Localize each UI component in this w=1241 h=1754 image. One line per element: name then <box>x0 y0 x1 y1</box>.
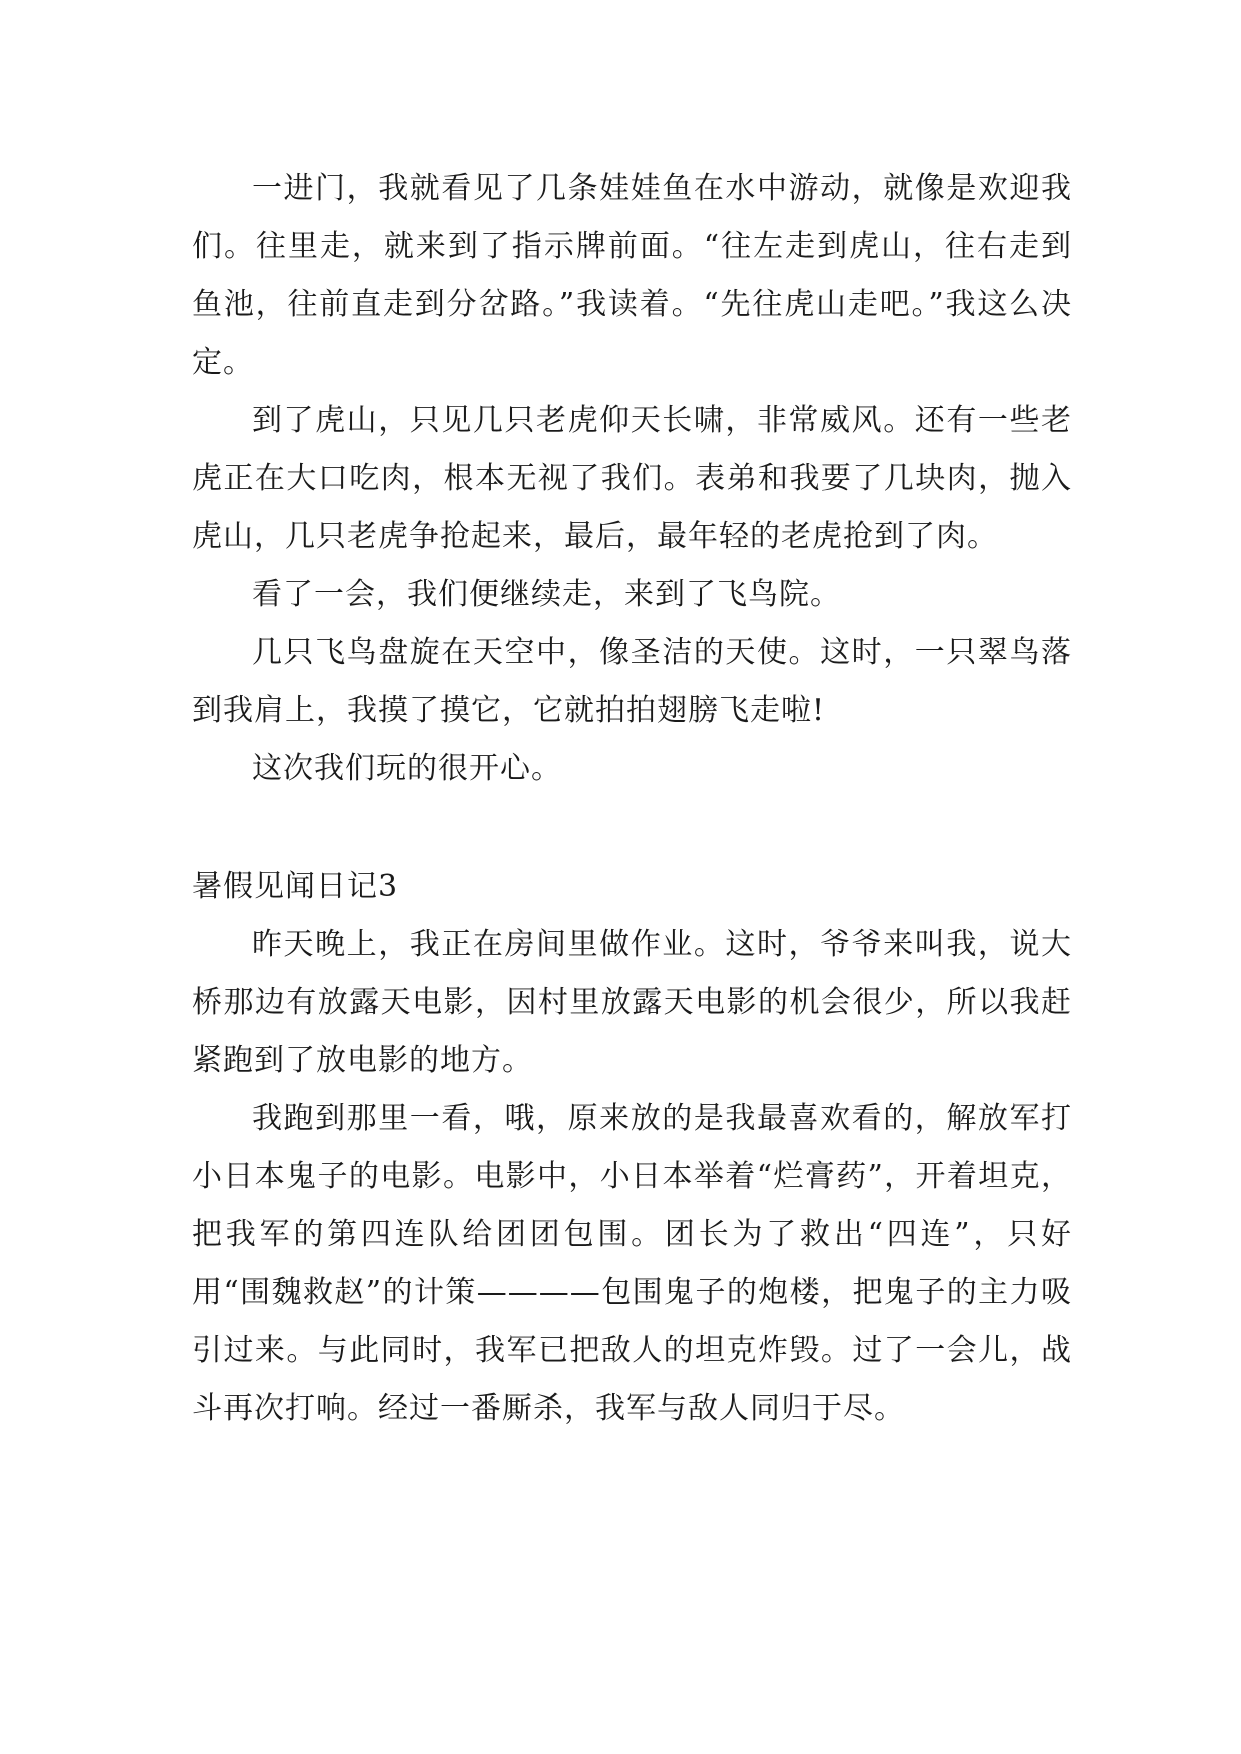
paragraph-tiger-hill: 到了虎山，只见几只老虎仰天长啸，非常威风。还有一些老虎正在大口吃肉，根本无视了我们。表弟和我要了几块肉，抛入虎山，几只老虎争抢起来，最后，最年轻的老虎抢到了肉。 <box>192 403 1072 554</box>
paragraph-entering-gate: 一进门，我就看见了几条娃娃鱼在水中游动，就像是欢迎我们。往里走，就来到了指示牌前面。“往左走到虎山，往右走到鱼池，往前直走到分岔路。”我读着。“先往虎山走吧。”我这么决定。 <box>192 171 1072 380</box>
diary-title: 暑假见闻日记3 <box>192 869 399 904</box>
paragraph-homework: 昨天晚上，我正在房间里做作业。这时，爷爷来叫我，说大桥那边有放露天电影，因村里放露天电影的机会很少，所以我赶紧跑到了放电影的地方。 <box>192 927 1072 1078</box>
paragraph-kingfisher: 几只飞鸟盘旋在天空中，像圣洁的天使。这时，一只翠鸟落到我肩上，我摸了摸它，它就拍拍翅膀飞走啦! <box>192 635 1072 728</box>
paragraph-conclusion: 这次我们玩的很开心。 <box>252 751 562 786</box>
paragraph-bird-court: 看了一会，我们便继续走，来到了飞鸟院。 <box>252 577 841 612</box>
document-body <box>192 160 1072 1438</box>
paragraph-movie: 我跑到那里一看，哦，原来放的是我最喜欢看的，解放军打小日本鬼子的电影。电影中，小日本举着“烂膏药”，开着坦克，把我军的第四连队给团团包围。团长为了救出“四连”，只好用“围魏救赵”的计策————包围鬼子的炮楼，把鬼子的主力吸引过来。与此同时，我军已把敌人的坦克炸毁。过了一会儿，战斗再次打响。经过一番厮杀，我军与敌人同归于尽。 <box>192 1101 1072 1426</box>
section-spacer <box>192 798 1072 858</box>
